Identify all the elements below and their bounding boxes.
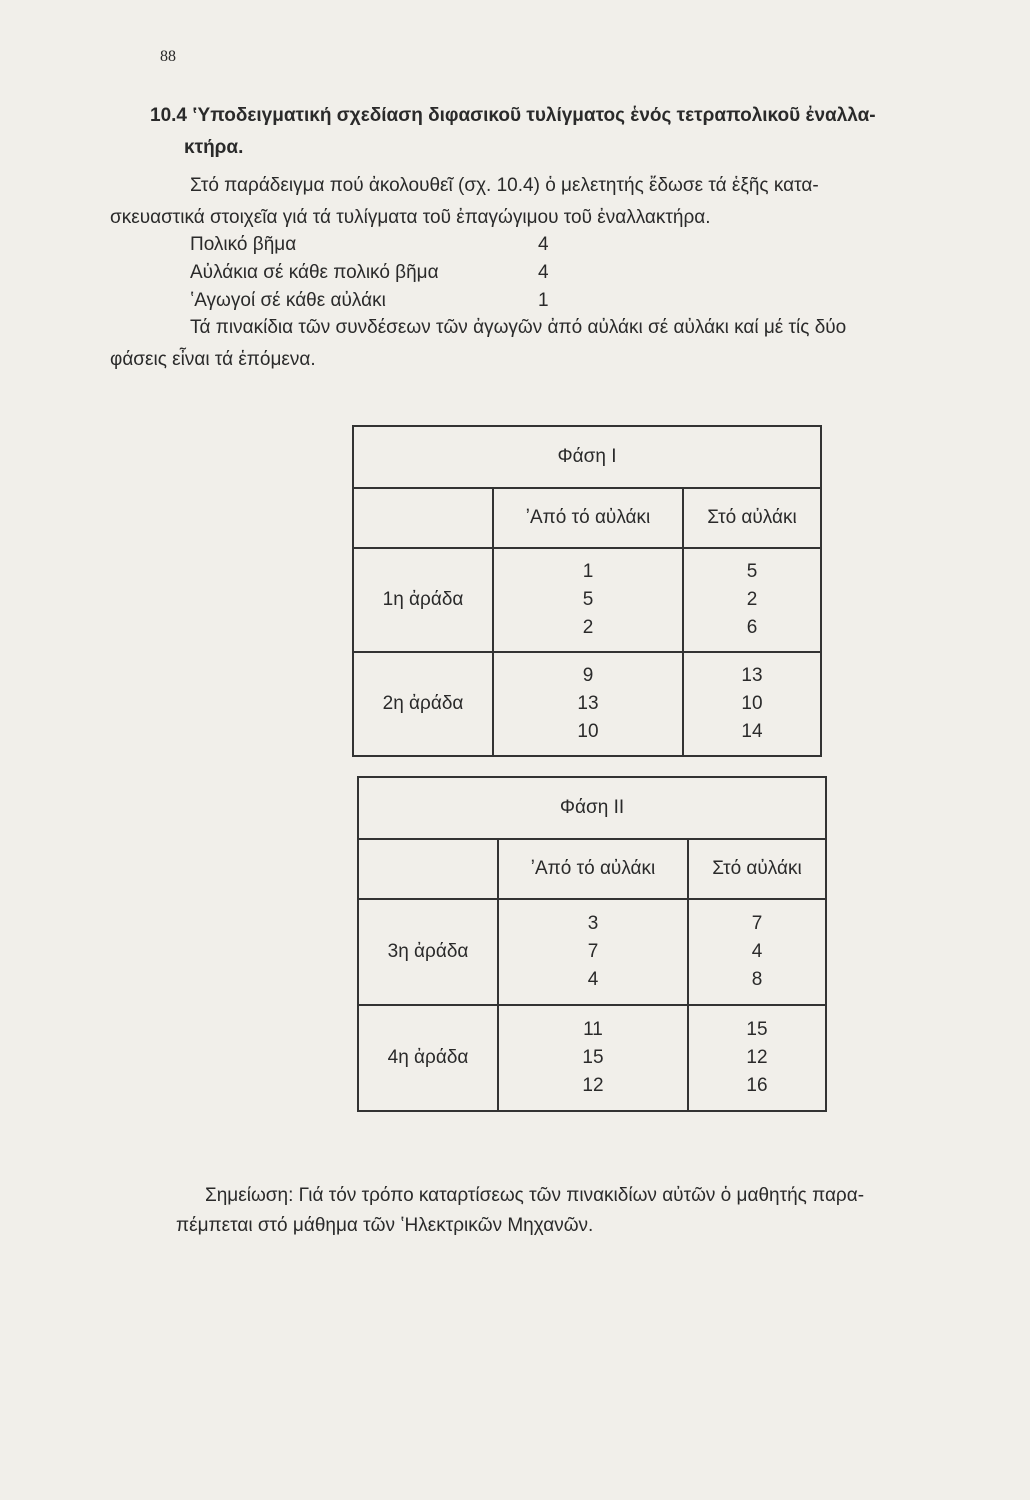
group-name: 3η ἀράδα	[358, 899, 498, 1005]
phase-title: Φάση Ι	[353, 426, 821, 488]
spec-label: Πολικό βῆμα	[190, 234, 297, 255]
note-line2: πέμπεται στό μάθημα τῶν ʽΗλεκτρικῶν Μηχανῶν.	[176, 1215, 594, 1236]
from-values: 9 13 10	[493, 652, 683, 756]
tables-intro-line1: Τά πινακίδια τῶν συνδέσεων τῶν ἀγωγῶν ἀπό αὐλάκι σέ αὐλάκι καί μέ τίς δύο	[190, 317, 847, 338]
spec-label: ʽΑγωγοί σέ κάθε αὐλάκι	[190, 290, 386, 311]
phase-title: Φάση ΙΙ	[358, 777, 826, 839]
to-values: 7 4 8	[688, 899, 826, 1005]
page-number: 88	[160, 48, 176, 65]
col-header-to: Στό αὐλάκι	[688, 839, 826, 899]
col-header-from: ʼΑπό τό αὐλάκι	[493, 488, 683, 548]
spec-value: 1	[538, 290, 549, 311]
spec-label: Αὐλάκια σέ κάθε πολικό βῆμα	[190, 262, 439, 283]
intro-line1: Στό παράδειγμα πού ἀκολουθεῖ (σχ. 10.4) ὁ μελετητής ἔδωσε τά ἑξῆς κατα-	[190, 175, 819, 196]
tables-intro-paragraph	[110, 312, 1000, 376]
group-name: 4η ἀράδα	[358, 1005, 498, 1111]
group-name: 2η ἀράδα	[353, 652, 493, 756]
phase-1-table	[352, 425, 822, 757]
intro-paragraph	[110, 170, 990, 234]
note-line1: Σημείωση: Γιά τόν τρόπο καταρτίσεως τῶν πινακιδίων αὐτῶν ὁ μαθητής παρα-	[205, 1185, 865, 1206]
spec-value: 4	[538, 262, 549, 283]
to-values: 13 10 14	[683, 652, 821, 756]
tables-intro-line2: φάσεις εἶναι τά ἑπόμενα.	[110, 349, 316, 370]
spec-value: 4	[538, 234, 549, 255]
corner-cell	[353, 488, 493, 548]
to-values: 5 2 6	[683, 548, 821, 652]
from-values: 11 15 12	[498, 1005, 688, 1111]
section-title-line1: 10.4 ʽΥποδειγματική σχεδίαση διφασικοῦ τυλίγματος ἑνός τετραπολικοῦ ἐναλλα-	[150, 105, 876, 126]
phase-2-table	[357, 776, 827, 1112]
col-header-to: Στό αὐλάκι	[683, 488, 821, 548]
to-values: 15 12 16	[688, 1005, 826, 1111]
section-title	[150, 100, 980, 164]
corner-cell	[358, 839, 498, 899]
from-values: 3 7 4	[498, 899, 688, 1005]
intro-line2: σκευαστικά στοιχεῖα γιά τά τυλίγματα τοῦ ἐπαγώγιμου τοῦ ἐναλλακτήρα.	[110, 207, 711, 228]
group-name: 1η ἀράδα	[353, 548, 493, 652]
section-title-line2: κτήρα.	[184, 137, 244, 158]
from-values: 1 5 2	[493, 548, 683, 652]
col-header-from: ʼΑπό τό αὐλάκι	[498, 839, 688, 899]
